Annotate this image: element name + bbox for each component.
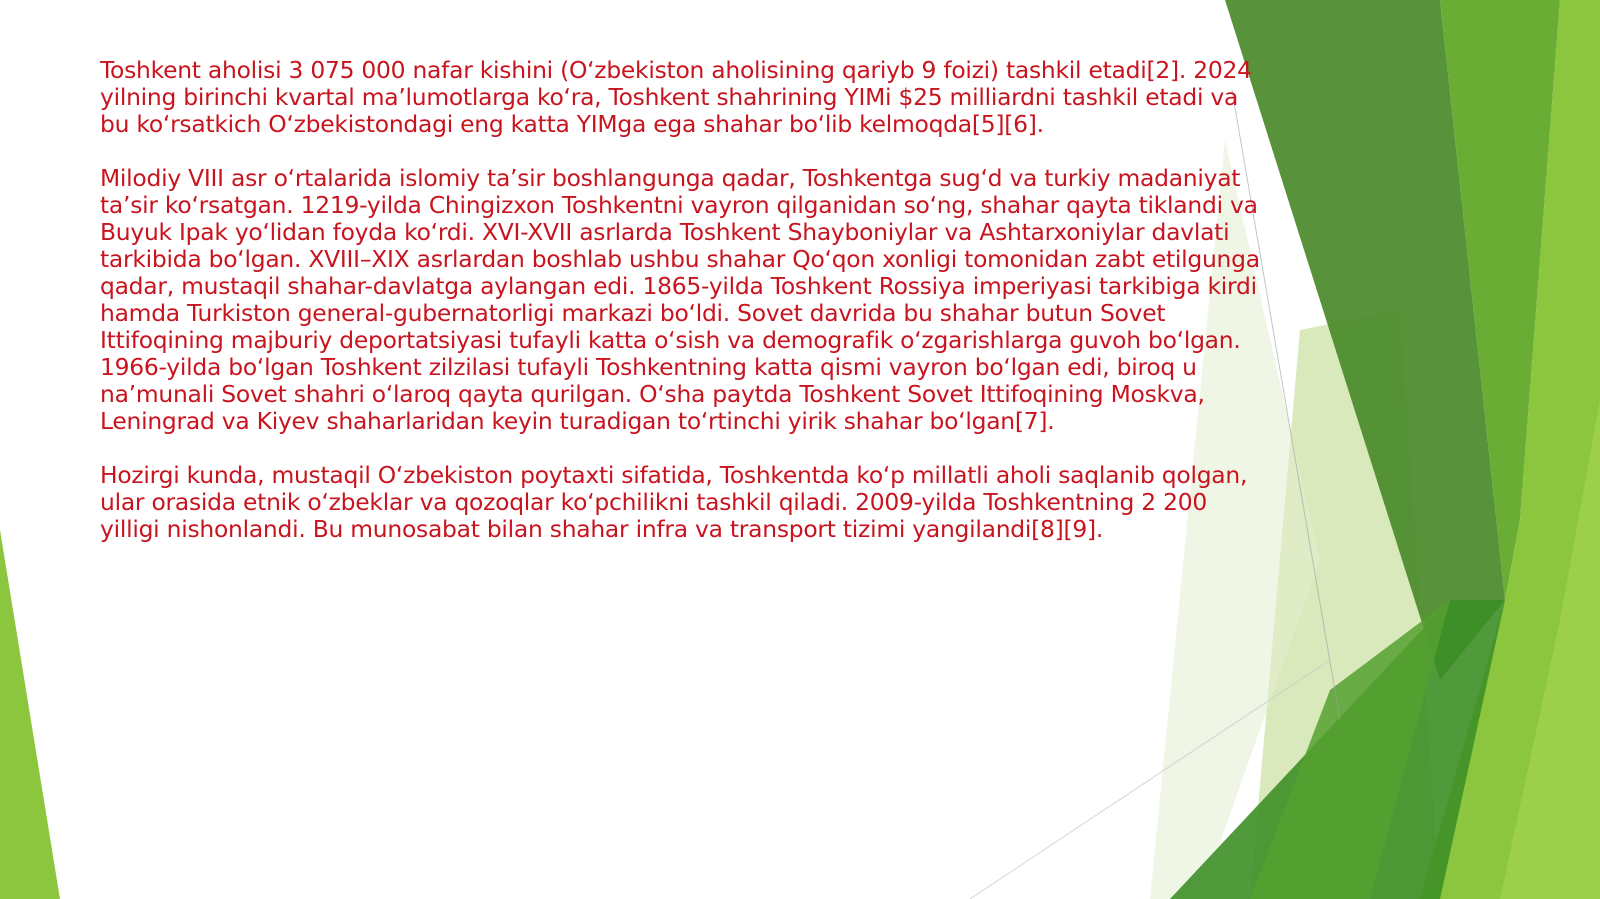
slide-body-text — [100, 57, 1272, 570]
paragraph-population: Toshkent aholisi 3 075 000 nafar kishini (O‘zbekiston aholisining qariyb 9 foizi) tashkil etadi[2]. 2024 yilning birinchi kvartal ma’lumotlarga ko‘ra, Toshkent shahrining YIMi $25 milliardni tashkil etadi va bu ko‘rsatkich O‘zbekistondagi eng katta YIMga ega shahar bo‘lib kelmoqda[5][6]. — [100, 56, 1252, 138]
paragraph-present-day: Hozirgi kunda, mustaqil O‘zbekiston poytaxti sifatida, Toshkentda ko‘p millatli aholi saqlanib qolgan, ular orasida etnik o‘zbeklar va qozoqlar ko‘pchilikni tashkil qiladi. 2009-yilda Toshkentning 2 200 yilligi nishonlandi. Bu munosabat bilan shahar infra va transport tizimi yangilandi[8][9]. — [100, 461, 1248, 543]
paragraph-history: Milodiy VIII asr o‘rtalarida islomiy ta’sir boshlangunga qadar, Toshkentga sug‘d va turkiy madaniyat ta’sir ko‘rsatgan. 1219-yilda Chingizxon Toshkentni vayron qilganidan so‘ng, shahar qayta tiklandi va Buyuk Ipak yo‘lidan foyda ko‘rdi. XVI-XVII asrlarda Toshkent Shayboniylar va Ashtarxoniylar davlati tarkibida bo‘lgan. XVIII–XIX asrlardan boshlab ushbu shahar Qo‘qon xonligi tomonidan zabt etilgunga qadar, mustaqil shahar-davlatga aylangan edi. 1865-yilda Toshkent Rossiya imperiyasi tarkibiga kirdi hamda Turkiston general-gubernatorligi markazi bo‘ldi. Sovet davrida bu shahar butun Sovet Ittifoqining majburiy deportatsiyasi tufayli katta o‘sish va demografik o‘zgarishlarga guvoh bo‘lgan. 1966-yilda bo‘lgan Toshkent zilzilasi tufayli Toshkentning katta qismi vayron bo‘lgan edi, biroq u na’munali Sovet shahri o‘laroq qayta qurilgan. O‘sha paytda Toshkent Sovet Ittifoqining Moskva, Leningrad va Kiyev shaharlaridan keyin turadigan to‘rtinchi yirik shahar bo‘lgan[7]. — [100, 164, 1260, 435]
left-green-sliver — [0, 530, 60, 899]
